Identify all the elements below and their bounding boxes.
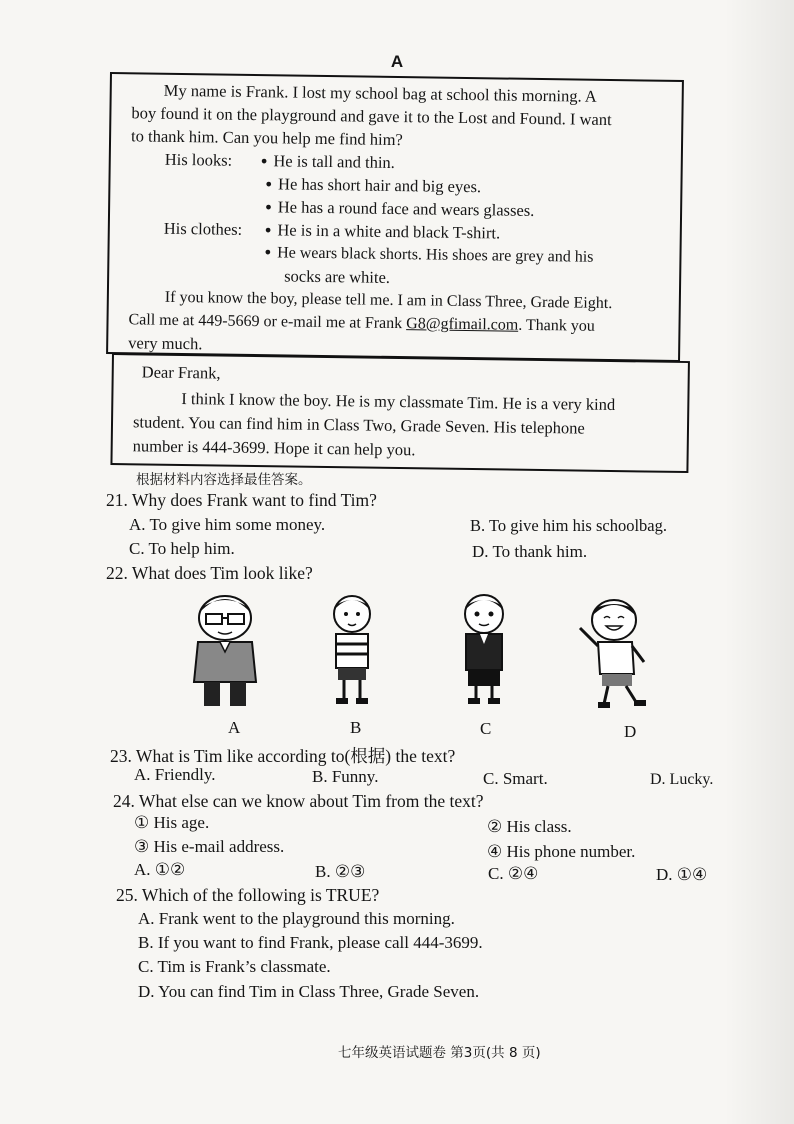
- notice-line-2: boy found it on the playground and gave it to the Lost and Found. I want: [131, 103, 612, 130]
- q25-option-b: B. If you want to find Frank, please call 444-3699.: [138, 933, 483, 952]
- q24-item-4: ④ His phone number.: [487, 842, 636, 861]
- picture-label-a: A: [228, 718, 241, 737]
- page-footer: 七年级英语试题卷 第3页(共 8 页): [338, 1045, 541, 1061]
- clothes-item-1: ● He is in a white and black T-shirt.: [265, 219, 501, 247]
- email-address: G8@gfimail.com: [406, 315, 519, 334]
- q23-option-d: D. Lucky.: [650, 771, 714, 788]
- notice-line-1: My name is Frank. I lost my school bag at school this morning. A: [163, 80, 597, 106]
- contact-line-3: very much.: [128, 333, 203, 354]
- looks-label: His looks:: [164, 149, 233, 170]
- q21-option-b: B. To give him his schoolbag.: [470, 516, 667, 535]
- reply-line-1: I think I know the boy. He is my classmate Tim. He is a very kind: [181, 388, 616, 415]
- picture-a-boy-with-glasses: [180, 592, 270, 712]
- q25-option-c: C. Tim is Frank’s classmate.: [138, 957, 331, 976]
- q23-stem: 23. What is Tim like according to(根据) the text?: [110, 746, 456, 766]
- contact-text: Call me at 449-5669 or e-mail me at Frank: [128, 311, 407, 333]
- q21-option-a: A. To give him some money.: [129, 515, 326, 534]
- notice-line-3: to thank him. Can you help me find him?: [130, 126, 403, 150]
- q21-option-d: D. To thank him.: [472, 542, 588, 561]
- reply-box: [110, 353, 690, 473]
- picture-c-boy: [452, 592, 516, 710]
- section-letter: A: [390, 52, 404, 71]
- q22-stem: 22. What does Tim look like?: [106, 563, 313, 583]
- looks-item-3: ● He has a round face and wears glasses.: [265, 196, 535, 224]
- q24-option-c: C. ②④: [488, 864, 539, 883]
- clothes-label: His clothes:: [163, 218, 243, 239]
- notice-box: [106, 72, 684, 362]
- q24-option-d: D. ①④: [656, 865, 708, 884]
- clothes-item-2: ● He wears black shorts. His shoes are grey and his: [264, 242, 593, 270]
- picture-label-c: C: [480, 719, 492, 738]
- looks-item-1: ● He is tall and thin.: [261, 150, 395, 176]
- instruction: 根据材料内容选择最佳答案。: [136, 472, 312, 488]
- q24-stem: 24. What else can we know about Tim from the text?: [113, 791, 484, 811]
- q25-stem: 25. Which of the following is TRUE?: [116, 885, 380, 905]
- q24-option-b: B. ②③: [315, 862, 366, 881]
- picture-label-b: B: [350, 718, 362, 737]
- q23-option-a: A. Friendly.: [134, 765, 216, 784]
- reply-line-2: student. You can find him in Class Two, Grade Seven. His telephone: [132, 412, 585, 438]
- q24-item-3: ③ His e-mail address.: [134, 837, 285, 856]
- q21-stem: 21. Why does Frank want to find Tim?: [106, 490, 377, 510]
- looks-item-2: ● He has short hair and big eyes.: [265, 173, 481, 201]
- q21-option-c: C. To help him.: [129, 539, 235, 558]
- picture-d-boy: [574, 596, 664, 714]
- reply-line-3: number is 444-3699. Hope it can help you.: [132, 436, 416, 460]
- contact-line-1: If you know the boy, please tell me. I am in Class Three, Grade Eight.: [164, 288, 613, 313]
- q25-option-a: A. Frank went to the playground this morning.: [138, 909, 455, 928]
- contact-text-end: . Thank you: [518, 316, 595, 335]
- clothes-item-2-cont: socks are white.: [284, 266, 391, 287]
- q24-item-2: ② His class.: [487, 817, 572, 836]
- q24-option-a: A. ①②: [134, 860, 186, 879]
- picture-b-boy: [322, 592, 382, 710]
- scan-shadow: [724, 0, 794, 1124]
- reply-greeting: Dear Frank,: [141, 362, 221, 383]
- q24-item-1: ① His age.: [134, 813, 210, 832]
- q23-option-b: B. Funny.: [312, 767, 379, 786]
- picture-label-d: D: [624, 722, 637, 741]
- q25-option-d: D. You can find Tim in Class Three, Grade Seven.: [138, 982, 480, 1001]
- q23-option-c: C. Smart.: [483, 769, 548, 788]
